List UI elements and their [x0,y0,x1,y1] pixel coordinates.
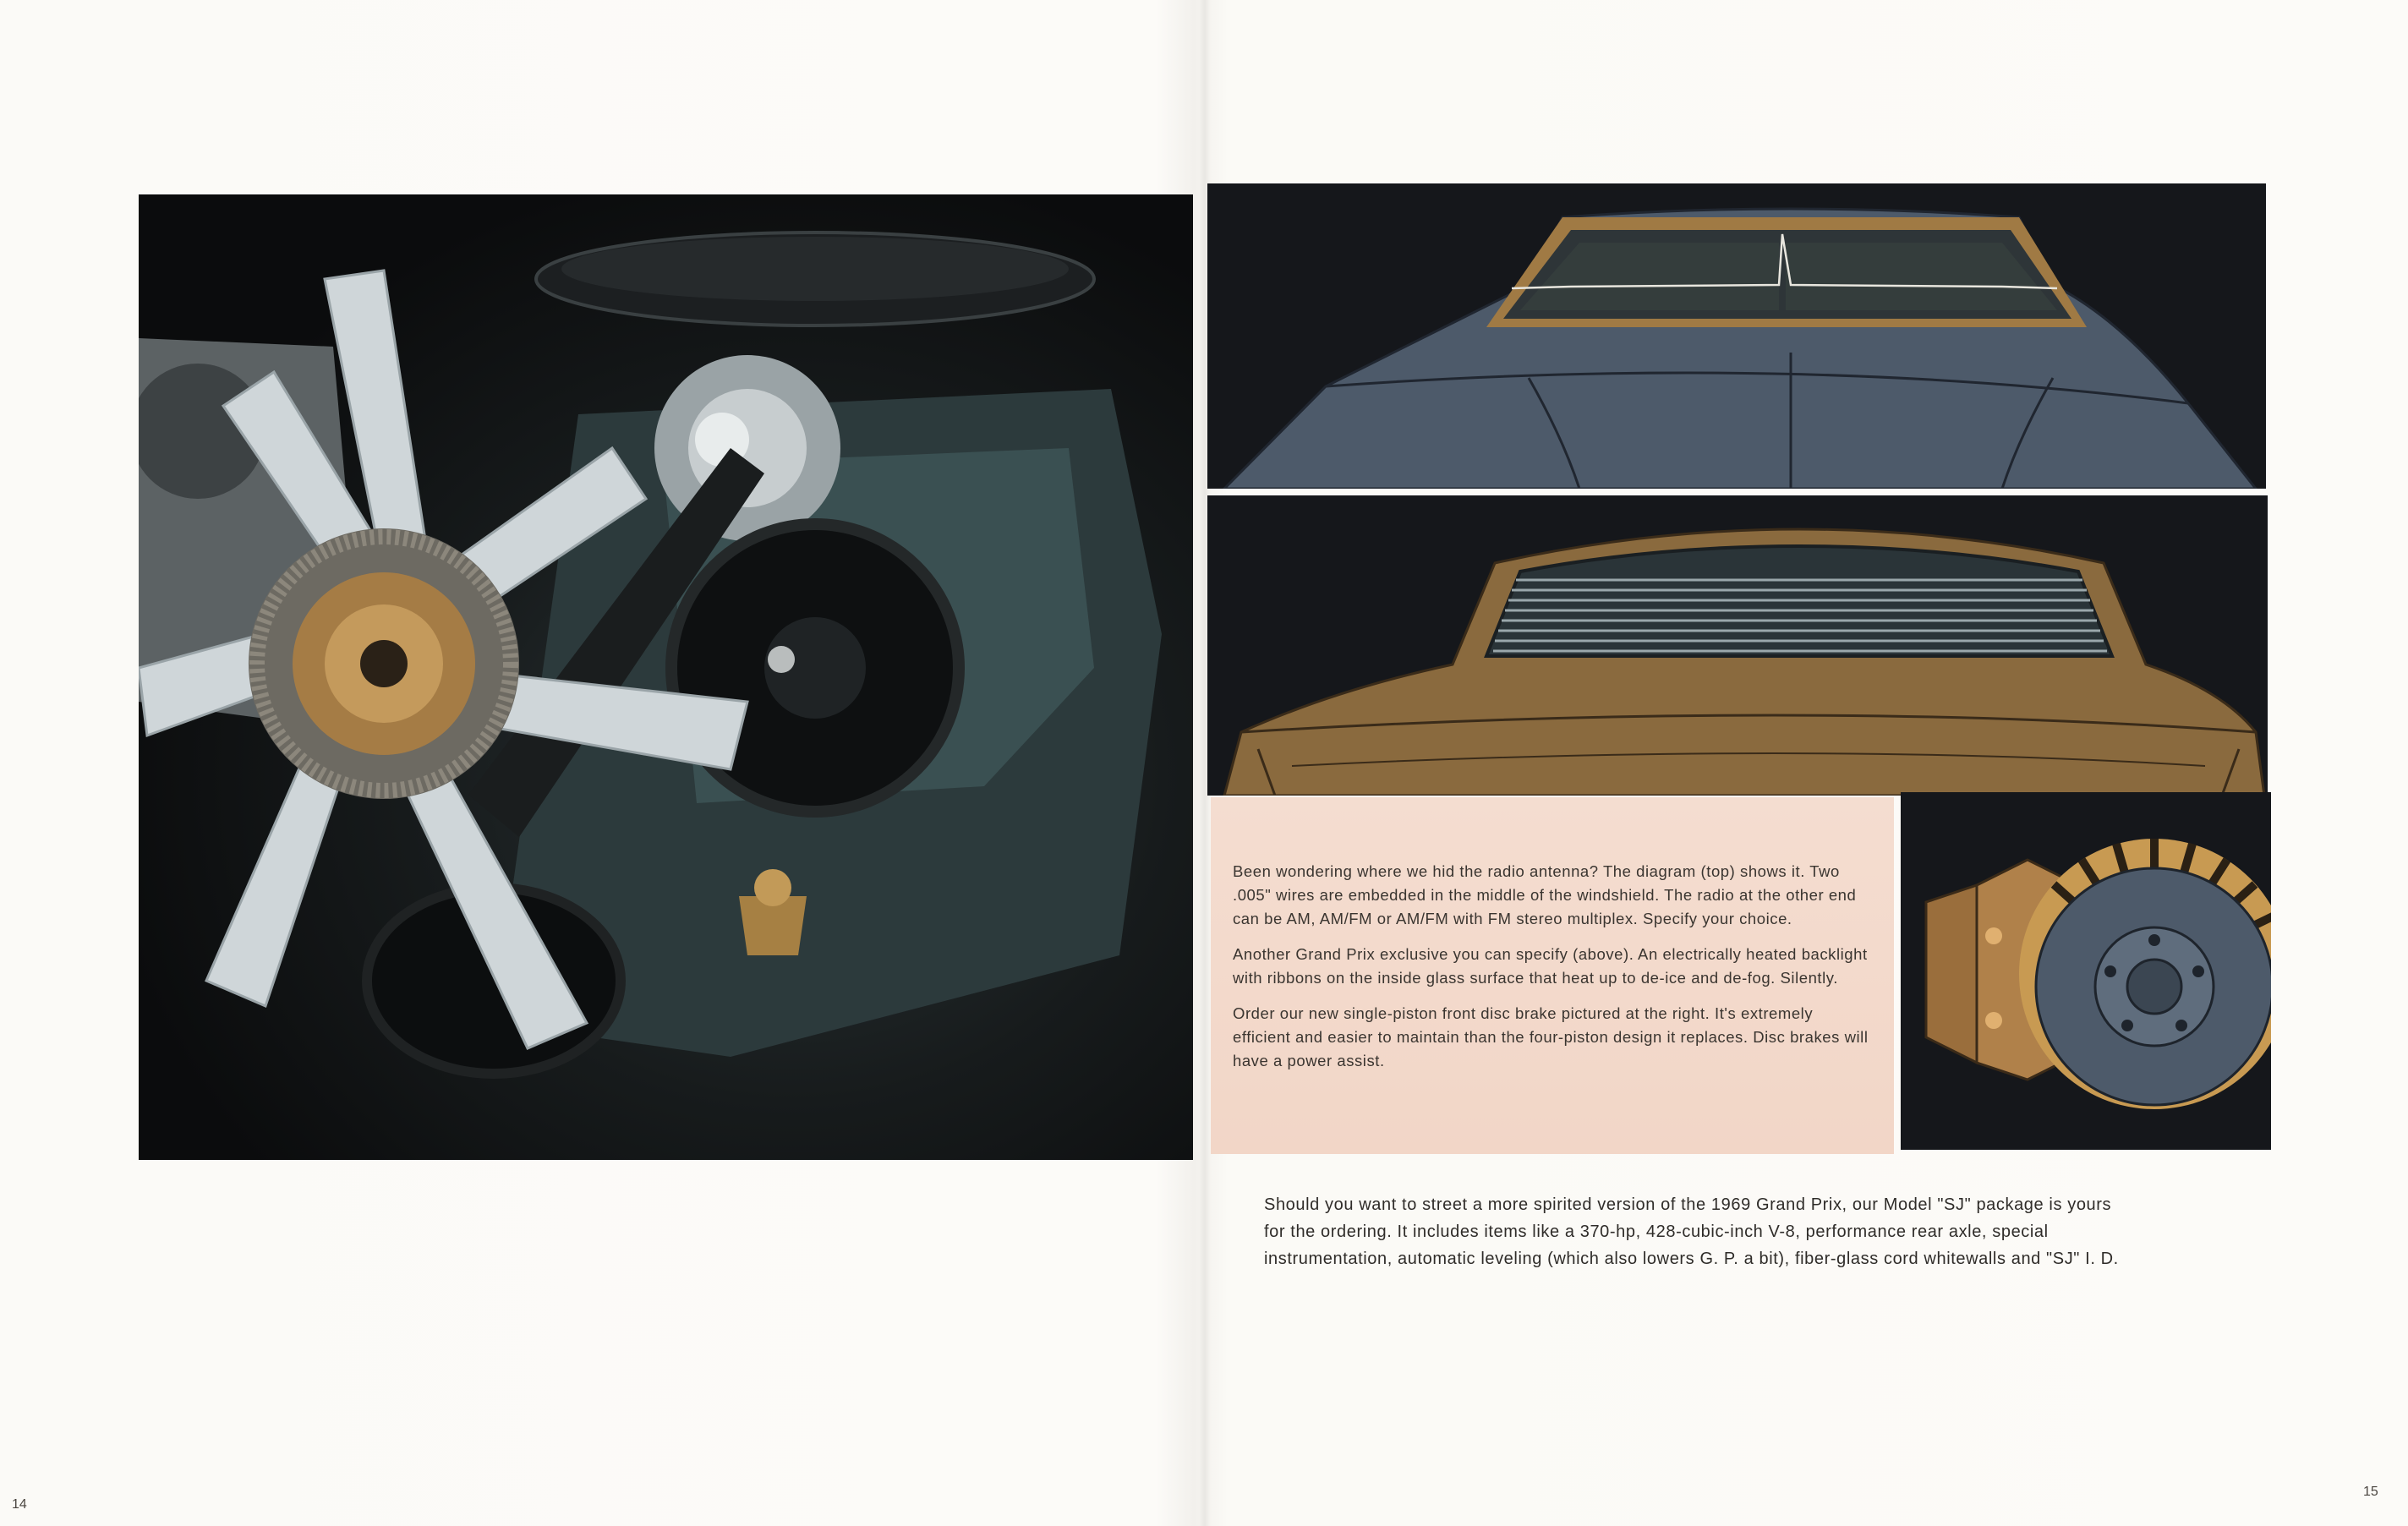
caption-paragraph-antenna: Been wondering where we hid the radio antenna? The diagram (top) shows it. Two .005" wires are embedded in the middle of the windshield. The radio at the other end can be AM, AM/FM or AM/FM with FM stereo multiplex. Specify your choice. [1233,862,1857,927]
sj-package-text: Should you want to street a more spirited version of the 1969 Grand Prix, our Model "SJ" package is yours for the ordering. It includes items like a 370-hp, 428-cubic-inch V-8, performance rear axle, special instrumentation, automatic leveling (which also lowers G. P. a bit), fiber-glass cord whitewalls and "SJ" I. D. [1264,1195,2119,1268]
engine-photo [139,194,1193,1160]
disc-brake-illustration [1901,792,2271,1150]
caption-box [1211,797,1894,1154]
page-number-left: 14 [12,1497,27,1512]
backlight-art [1207,495,2268,796]
windshield-art [1207,183,2266,489]
disc-brake-art [1901,792,2271,1150]
heated-backlight-illustration [1207,495,2268,796]
caption-paragraph-backlight: Another Grand Prix exclusive you can specify (above). An electrically heated backlight with ribbons on the inside glass surface that heat up to de-ice and de-fog. Silently. [1233,945,1868,987]
engine-photo-art [139,194,1193,1160]
caption-paragraph-disc-brake: Order our new single-piston front disc brake pictured at the right. It's extremely efficient and easier to maintain than the four-piston design it replaces. Disc brakes will have a power assist. [1233,1004,1869,1069]
page-number-right: 15 [2363,1485,2378,1499]
windshield-antenna-illustration [1207,183,2266,489]
